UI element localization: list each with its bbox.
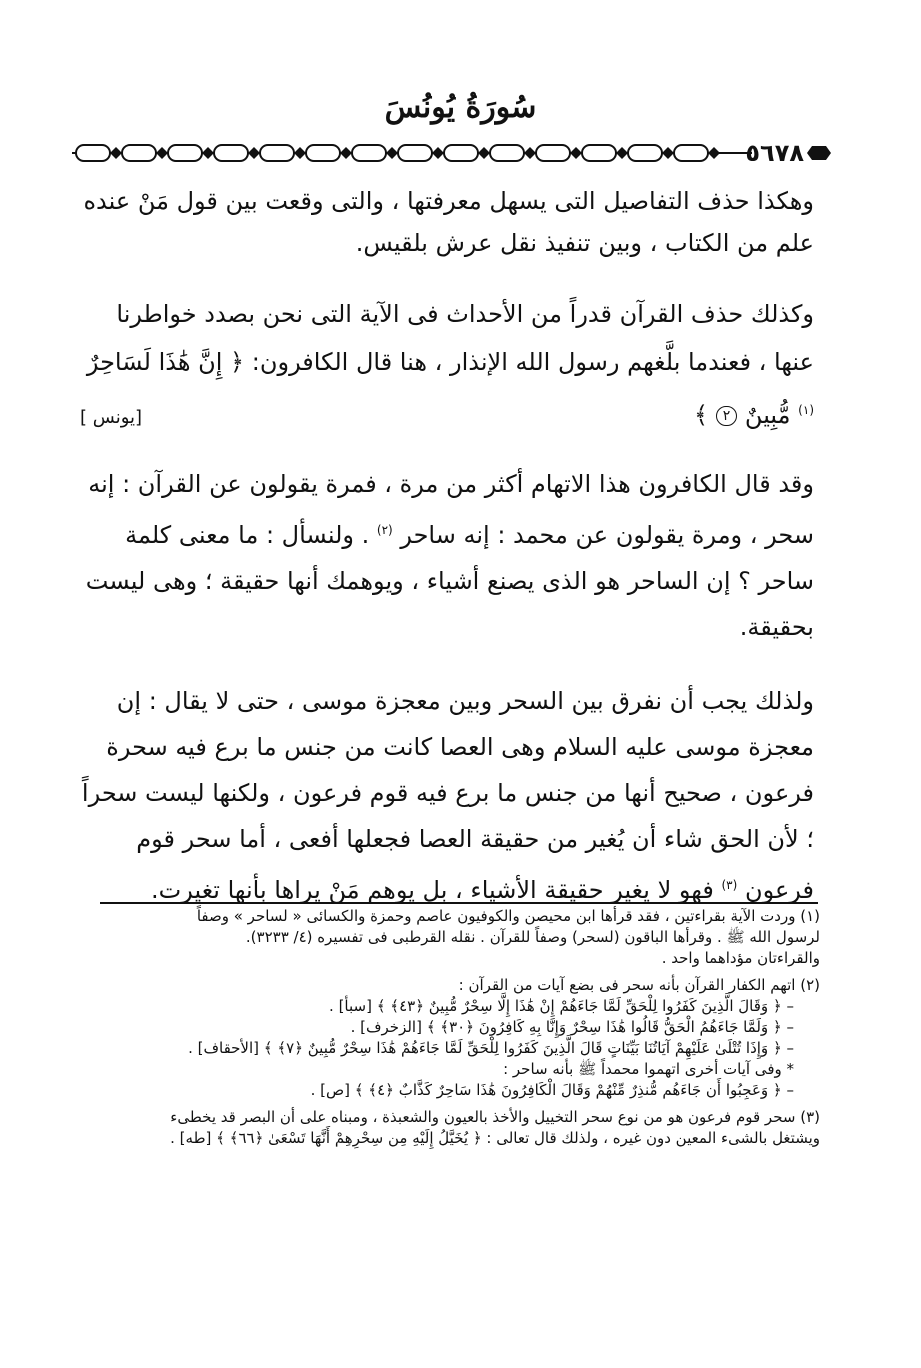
paragraph-4	[80, 678, 814, 913]
footnote-line: لرسول الله ﷺ . وقرأها الباقون (لسحر) وصفاً للقرآن . نقله القرطبى فى تفسيره (٤/ ٣٢٣٣).	[245, 928, 820, 946]
footnote-line: والقراءتان مؤداهما واحد .	[661, 949, 820, 967]
footnote-line: (١) وردت الآية بقراءتين ، فقد قرأها ابن محيصن والكوفيون عاصم وحمزة والكسائى « لساحر » وصفاً	[196, 907, 820, 925]
footnote-marker-3: (٣)	[721, 878, 738, 892]
main-text	[80, 180, 814, 913]
paragraph-3-part-a: وقد قال الكافرون هذا الاتهام أكثر من مرة ، فمرة يقولون عن القرآن : إنه سحر ، ومرة يقولون عن محمد : إنه ساحر	[88, 470, 814, 549]
paragraph-2-text: وكذلك حذف القرآن قدراً من الأحداث فى الآية التى نحن بصدد خواطرنا عنها ، فعندما بلَّغهم رسول الله الإنذار ، هنا قال الكافرون:	[116, 300, 814, 376]
quote-close-bracket: ﴾	[694, 401, 709, 429]
footnote-2	[100, 975, 820, 1101]
quran-quote-end: مُّبِينٌ	[744, 401, 791, 429]
footnote-note: * وفى آيات أخرى اتهموا محمداً ﷺ بأنه ساحر :	[503, 1060, 794, 1078]
chain-ornament	[72, 142, 752, 164]
footnote-verse: – ﴿ وَإِذَا تُتْلَىٰ عَلَيْهِمْ آيَاتُنَا بَيِّنَاتٍ قَالَ الَّذِينَ كَفَرُوا لِلْحَقِّ لَمَّا جَاءَهُمْ هَٰذَا سِحْرٌ مُّبِينٌ ﴿٧﴾ ﴾ [الأحقاف] .	[188, 1039, 794, 1057]
footnote-3	[100, 1107, 820, 1149]
paragraph-4-part-a: ولذلك يجب أن نفرق بين السحر وبين معجزة موسى ، حتى لا يقال : إن معجزة موسى عليه السلام وهى العصا كانت من جنس ما برع فيه سحرة فرعون ، صحيح أنها من جنس ما برع فيه قوم فرعون ، ولكنها ليست سحراً ؛ لأن الحق شاء أن يُغير من حقيقة العصا فجعلها أفعى ، أما سحر قوم فرعون	[81, 687, 814, 904]
quran-quote-opening: ﴿ إِنَّ هَٰذَا لَسَاحِرٌ	[86, 348, 245, 376]
ornament-end-cap	[806, 144, 832, 162]
page-number: ٥٦٧٨	[745, 139, 804, 167]
page-header-row	[72, 138, 832, 168]
footnote-1	[100, 906, 820, 969]
footnote-verse: – ﴿ وَلَمَّا جَاءَهُمُ الْحَقُّ قَالُوا هَٰذَا سِحْرٌ وَإِنَّا بِهِ كَافِرُونَ ﴿٣٠﴾ ﴾ [الزخرف] .	[350, 1018, 794, 1036]
ayah-number-marker: ٢	[716, 406, 738, 426]
paragraph-3-part-b: . ولنسأل : ما معنى كلمة ساحر ؟ إن الساحر هو الذى يصنع أشياء ، ويوهمك أنها حقيقة ؛ وهى ليست بحقيقة.	[85, 521, 814, 641]
sura-title: سُورَةُ يُونُسَ	[384, 90, 537, 125]
surah-reference: [يونس ]	[80, 407, 143, 428]
footnote-marker-2: (٢)	[376, 523, 393, 537]
footnote-line: (٢) اتهم الكفار القرآن بأنه سحر فى بضع آيات من القرآن :	[458, 976, 820, 994]
footnote-verse: – ﴿ وَقَالَ الَّذِينَ كَفَرُوا لِلْحَقِّ لَمَّا جَاءَهُمْ إِنْ هَٰذَا إِلَّا سِحْرٌ مُّبِينٌ ﴿٤٣﴾ ﴾ [سبأ] .	[329, 997, 794, 1015]
footnote-divider	[100, 902, 818, 904]
footnote-marker-1: (١)	[798, 403, 814, 417]
footnote-line: ويشتغل بالشىء المعين دون غيره ، ولذلك قال تعالى : ﴿ يُخَيَّلُ إِلَيْهِ مِن سِحْرِهِمْ أَنَّهَا تَسْعَىٰ ﴿٦٦﴾ ﴾ [طه] .	[170, 1129, 820, 1147]
footnote-verse: – ﴿ وَعَجِبُوا أَن جَاءَهُم مُّنذِرٌ مِّنْهُمْ وَقَالَ الْكَافِرُونَ هَٰذَا سَاحِرٌ كَذَّابٌ ﴿٤﴾ ﴾ [ص] .	[310, 1081, 794, 1099]
paragraph-1: وهكذا حذف التفاصيل التى يسهل معرفتها ، والتى وقعت بين قول مَنْ عنده علم من الكتاب ، وبين تنفيذ نقل عرش بلقيس.	[83, 187, 814, 257]
footnote-line: (٣) سحر قوم فرعون هو من نوع سحر التخييل والأخذ بالعيون والشعبذة ، ومبناه على أن البصر قد يخطىء	[170, 1108, 820, 1126]
paragraph-2	[80, 290, 814, 439]
paragraph-4-part-b: فهو لا يغير حقيقة الأشياء ، بل يوهم مَنْ يراها بأنها تغيرت.	[151, 876, 714, 904]
paragraph-3	[80, 461, 814, 650]
footnotes	[100, 906, 820, 1149]
